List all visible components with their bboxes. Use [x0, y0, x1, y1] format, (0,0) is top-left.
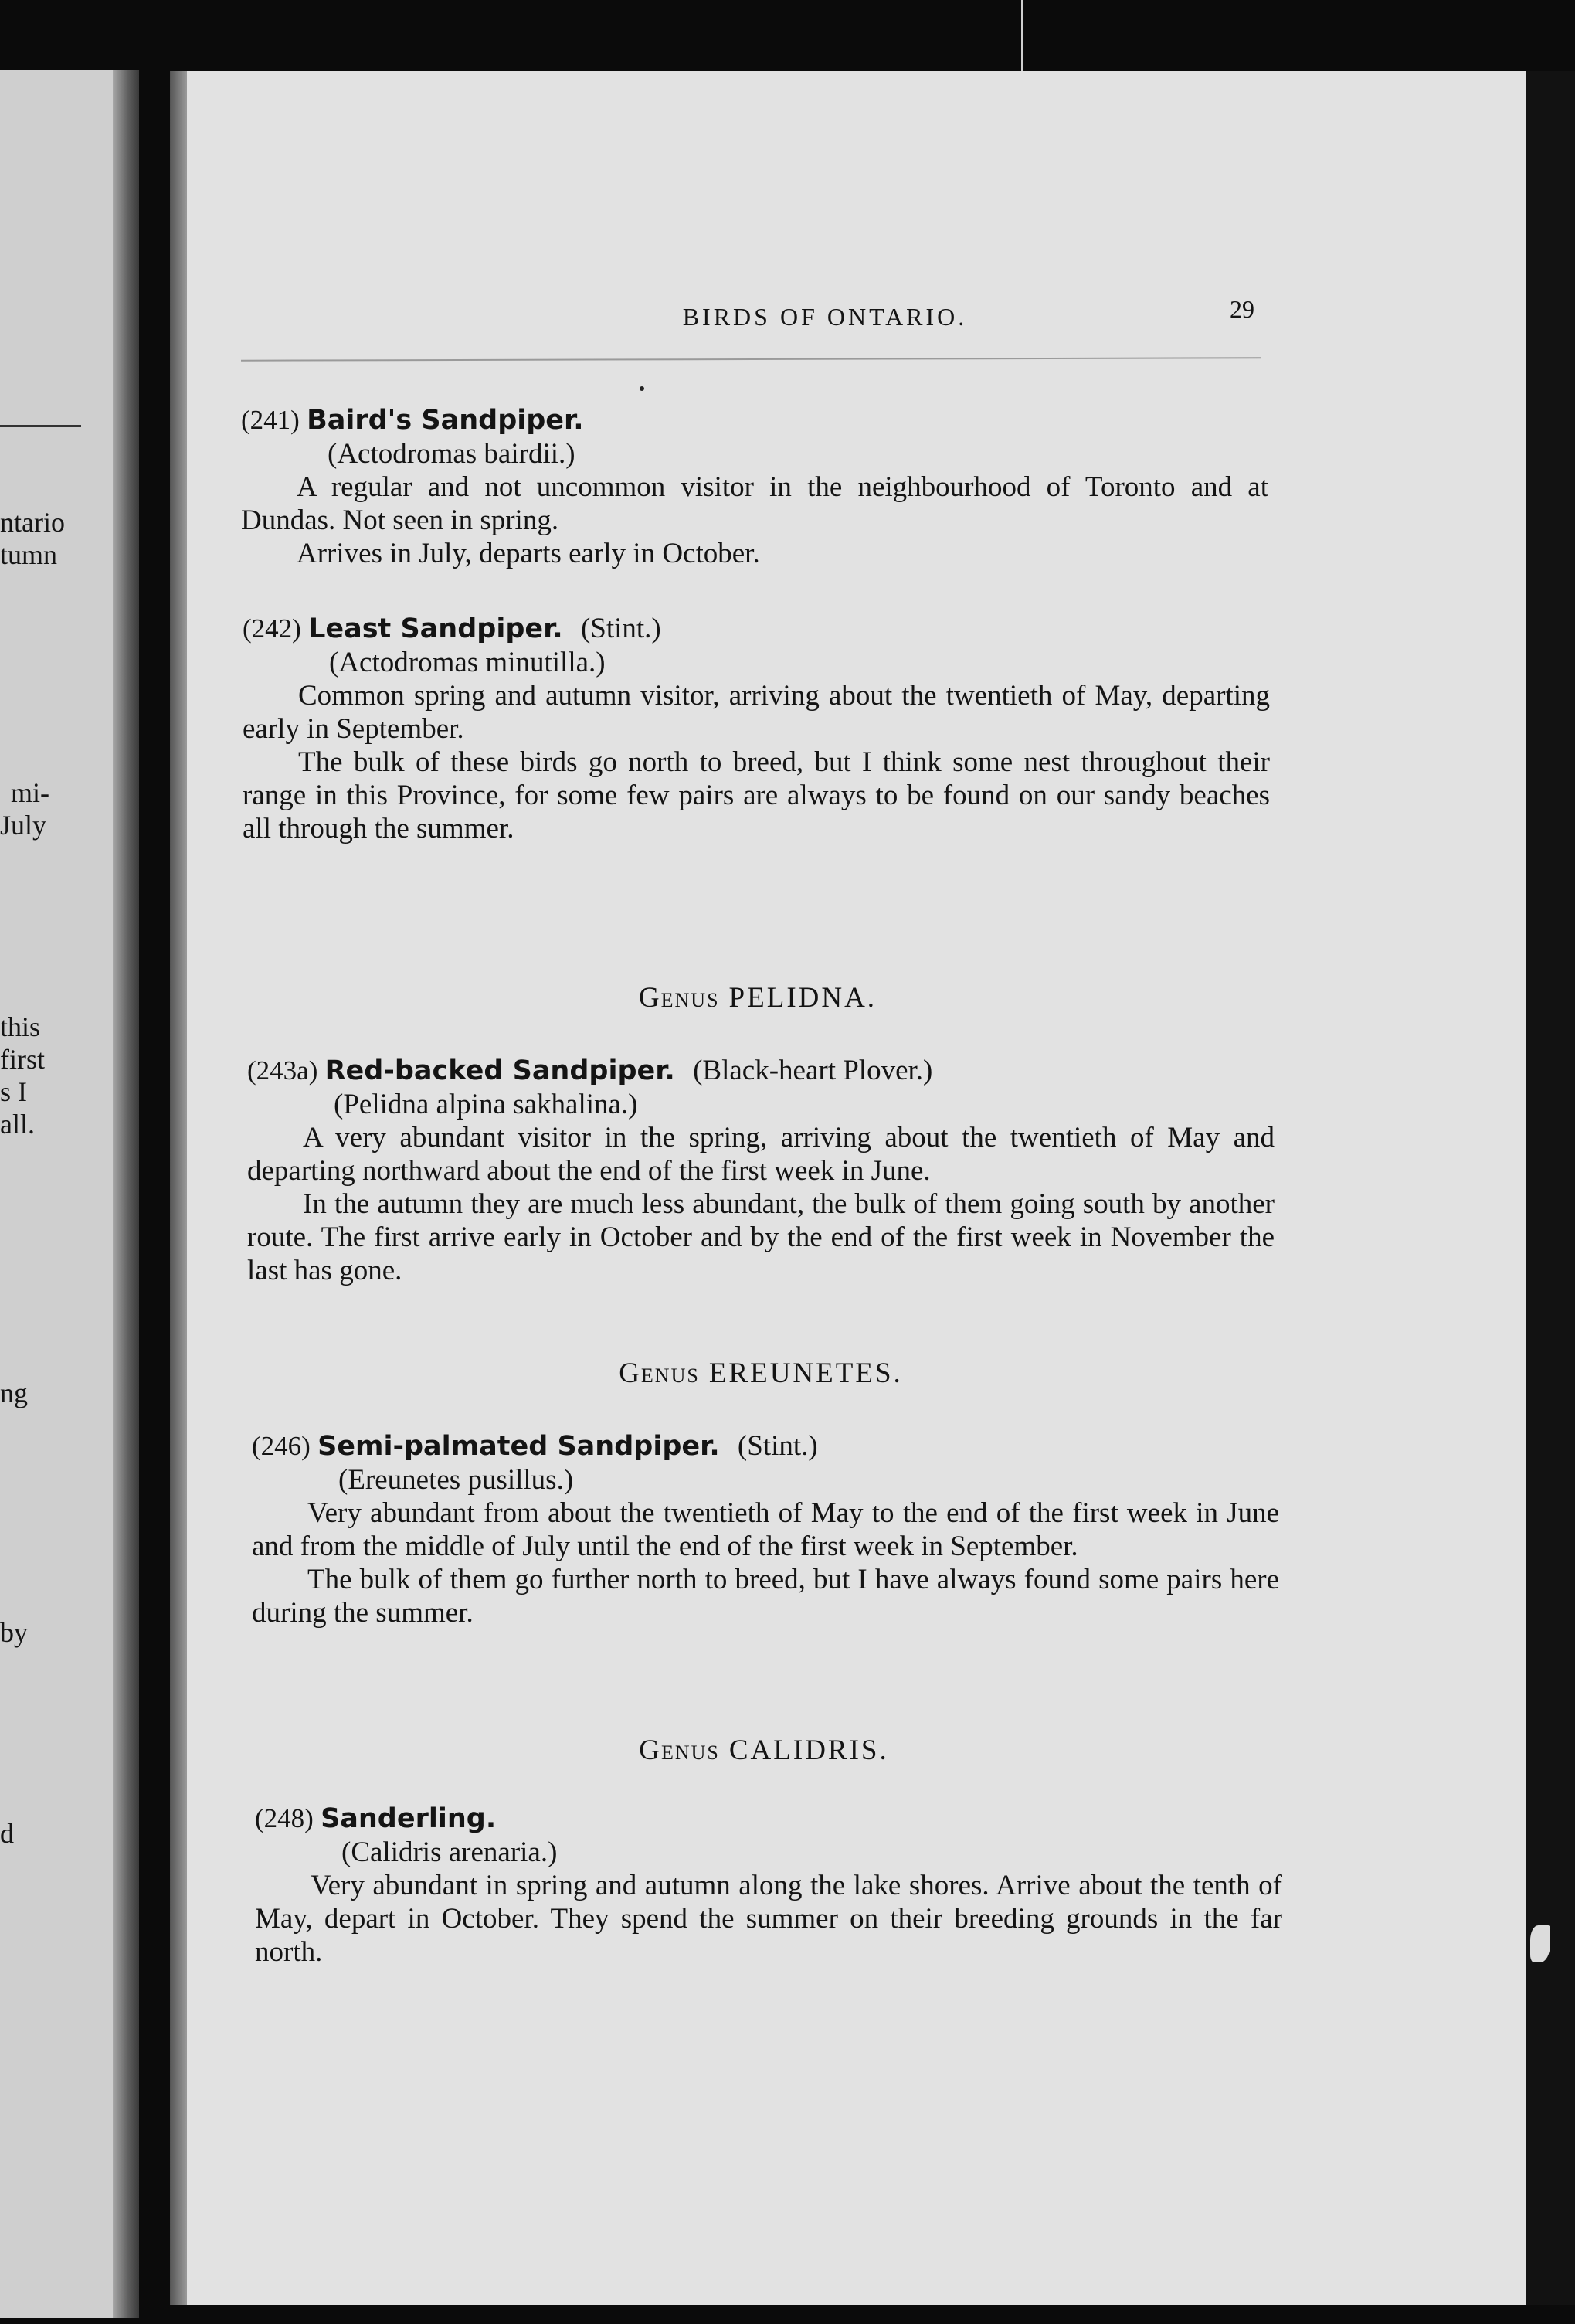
species-number: (248) [255, 1803, 314, 1833]
genus-name: PELIDNA. [728, 982, 877, 1014]
species-latin-name: (Actodromas minutilla.) [329, 647, 606, 678]
species-name: Red-backed Sandpiper. [324, 1055, 675, 1086]
species-paragraph: The bulk of these birds go north to breed, but I think some nest throughout their range in this Province, for some few pairs are always to be found on our sandy beaches all through the summer. [243, 746, 1270, 844]
species-entry [243, 612, 1270, 845]
species-name: Semi-palmated Sandpiper. [317, 1431, 720, 1462]
previous-page-fragment: d [0, 1818, 14, 1849]
page-number: 29 [1230, 295, 1254, 323]
species-heading [252, 1429, 1279, 1463]
species-number: (246) [252, 1431, 311, 1461]
previous-page-fragment: s I [0, 1076, 27, 1107]
species-latin-name: (Ereunetes pusillus.) [338, 1464, 574, 1496]
species-heading [255, 1802, 1282, 1836]
scan-mark [1021, 0, 1023, 71]
species-latin-name: (Actodromas bairdii.) [328, 438, 575, 470]
book-page [170, 71, 1526, 2305]
species-entry [255, 1802, 1282, 1969]
previous-page-edge [0, 70, 139, 2318]
species-number: (243a) [247, 1055, 318, 1086]
header-rule [241, 357, 1261, 361]
species-common-name: (Stint.) [737, 1430, 818, 1462]
genus-name: EREUNETES. [708, 1357, 903, 1389]
previous-page-fragment: tumn [0, 539, 58, 570]
species-name: Baird's Sandpiper. [307, 405, 584, 436]
previous-page-fragment: all. [0, 1109, 35, 1140]
species-name: Sanderling. [321, 1803, 497, 1834]
previous-page-fragment: first [0, 1044, 45, 1075]
species-heading [247, 1054, 1275, 1088]
previous-page-fragment: mi- [11, 777, 49, 808]
species-latin-name: (Pelidna alpina sakhalina.) [334, 1089, 638, 1120]
species-entry [247, 1054, 1275, 1287]
book-gutter [113, 70, 139, 2318]
previous-page-fragment: this [0, 1011, 41, 1042]
genus-word: Genus [619, 1357, 700, 1389]
previous-page-fragment: ng [0, 1378, 28, 1408]
species-heading [243, 612, 1270, 646]
species-number: (241) [241, 405, 300, 435]
species-paragraph: In the autumn they are much less abundant, the bulk of them going south by another route. The first arrive early in October and by the end of the first week in November the last has gone. [247, 1188, 1275, 1286]
species-paragraph: Arrives in July, departs early in October. [297, 538, 760, 569]
species-paragraph: A regular and not uncommon visitor in the neighbourhood of Toronto and at Dundas. Not seen in spring. [241, 471, 1268, 536]
genus-heading [244, 981, 1271, 1014]
page-content [170, 71, 1526, 2305]
species-number: (242) [243, 613, 301, 644]
species-paragraph: Very abundant from about the twentieth of May to the end of the first week in June and from the middle of July until the end of the first week in September. [252, 1497, 1279, 1562]
species-paragraph: A very abundant visitor in the spring, arriving about the twentieth of May and departing northward about the end of the first week in June. [247, 1122, 1275, 1187]
species-latin-name: (Calidris arenaria.) [341, 1836, 558, 1868]
species-name: Least Sandpiper. [308, 613, 563, 644]
species-entry [241, 403, 1268, 570]
genus-heading [247, 1357, 1275, 1390]
previous-page-fragment: by [0, 1617, 28, 1648]
genus-word: Genus [639, 1735, 720, 1766]
previous-page-fragment: ntario [0, 507, 65, 538]
previous-page-rule [0, 425, 81, 427]
scan-border-right [1526, 71, 1575, 2305]
species-paragraph: Very abundant in spring and autumn along the lake shores. Arrive about the tenth of May, depart in October. They spend the summer on their breeding grounds in the far north. [255, 1870, 1282, 1968]
genus-name: CALIDRIS. [728, 1735, 889, 1766]
scan-artifact [1530, 1925, 1550, 1962]
species-paragraph: The bulk of them go further north to breed, but I have always found some pairs here during the summer. [252, 1564, 1279, 1629]
scan-speck [640, 386, 644, 391]
species-entry [252, 1429, 1279, 1629]
species-paragraph: Common spring and autumn visitor, arriving about the twentieth of May, departing early in September. [243, 680, 1270, 745]
species-common-name: (Stint.) [580, 613, 661, 644]
species-common-name: (Black-heart Plover.) [693, 1055, 933, 1086]
species-heading [241, 403, 1268, 437]
genus-word: Genus [638, 982, 720, 1014]
running-title: BIRDS OF ONTARIO. [682, 303, 968, 331]
genus-heading [250, 1734, 1278, 1767]
previous-page-fragment: July [0, 810, 47, 841]
